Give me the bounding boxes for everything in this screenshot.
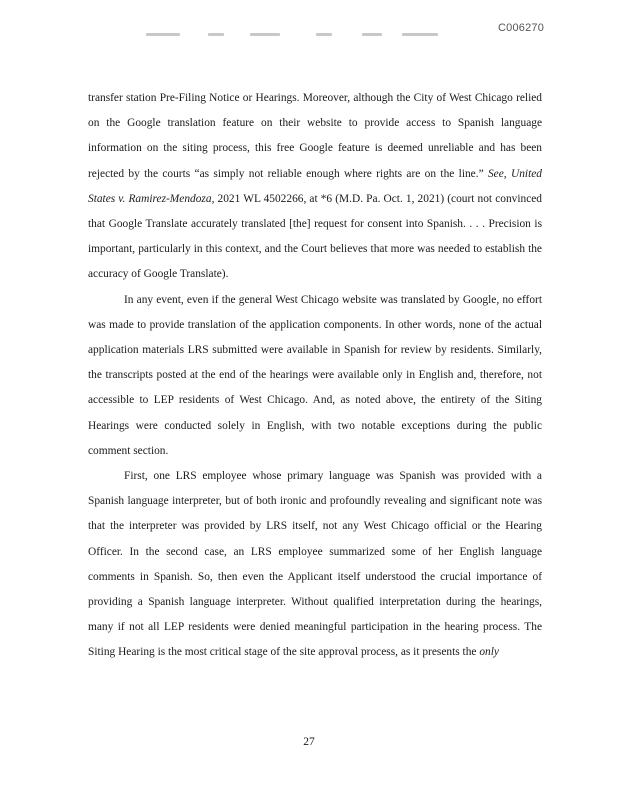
page-number: 27 <box>303 736 315 748</box>
paragraph-3-text: First, one LRS employee whose primary language was Spanish was provided with a Spanish language interpreter, but of both ironic and profoundly revealing and significant note was that the interpreter was provided by LRS itself, not any West Chicago official or the Hearing Officer. In the second case, an LRS employee summarized some of her English language comments in Spanish. So, then even the Applicant itself understood the crucial importance of providing a Spanish language interpreter. Without qualified interpretation during the hearings, many if not all LEP residents were denied meaningful participation in the hearing process. The Siting Hearing is the most critical stage of the site approval process, as it presents the <box>88 470 542 659</box>
paragraph-2: In any event, even if the general West Chicago website was translated by Google, no effort was made to provide translation of the application components. In other words, none of the actual application materials LRS submitted were available in Spanish for review by residents. Similarly, the transcripts posted at the end of the hearings were available only in English and, therefore, not accessible to LEP residents of West Chicago. And, as noted above, the entirety of the Siting Hearings were conducted solely in English, with two notable exceptions during the public comment section. <box>88 293 542 457</box>
citation-details: , 2021 WL 4502266, at *6 (M.D. Pa. Oct. 1, 2021) (court not convinced that Google Translate accurately translated [the] request for consent into Spanish. . . . Precision is important, particularly in this context, and the Court believes that more was needed to establish the accuracy of Google Translate). <box>88 192 543 281</box>
paragraph-1 <box>88 86 542 288</box>
bates-number: C006270 <box>498 22 545 34</box>
emphasis-only: only <box>479 646 499 659</box>
citation-signal: See, <box>487 167 507 180</box>
case-name: United States v. Ramirez-Mendoza <box>88 167 542 205</box>
faint-header-marks <box>146 30 446 40</box>
paragraph-3 <box>88 464 542 666</box>
paragraph-1-text: transfer station Pre-Filing Notice or Hearings. Moreover, although the City of West Chicago relied on the Google translation feature on their website to provide access to Spanish language information on the siting process, this free Google feature is deemed unreliable and has been rejected by the courts “as simply not reliable enough where rights are on the line.” <box>88 92 542 180</box>
body-text <box>88 86 542 666</box>
